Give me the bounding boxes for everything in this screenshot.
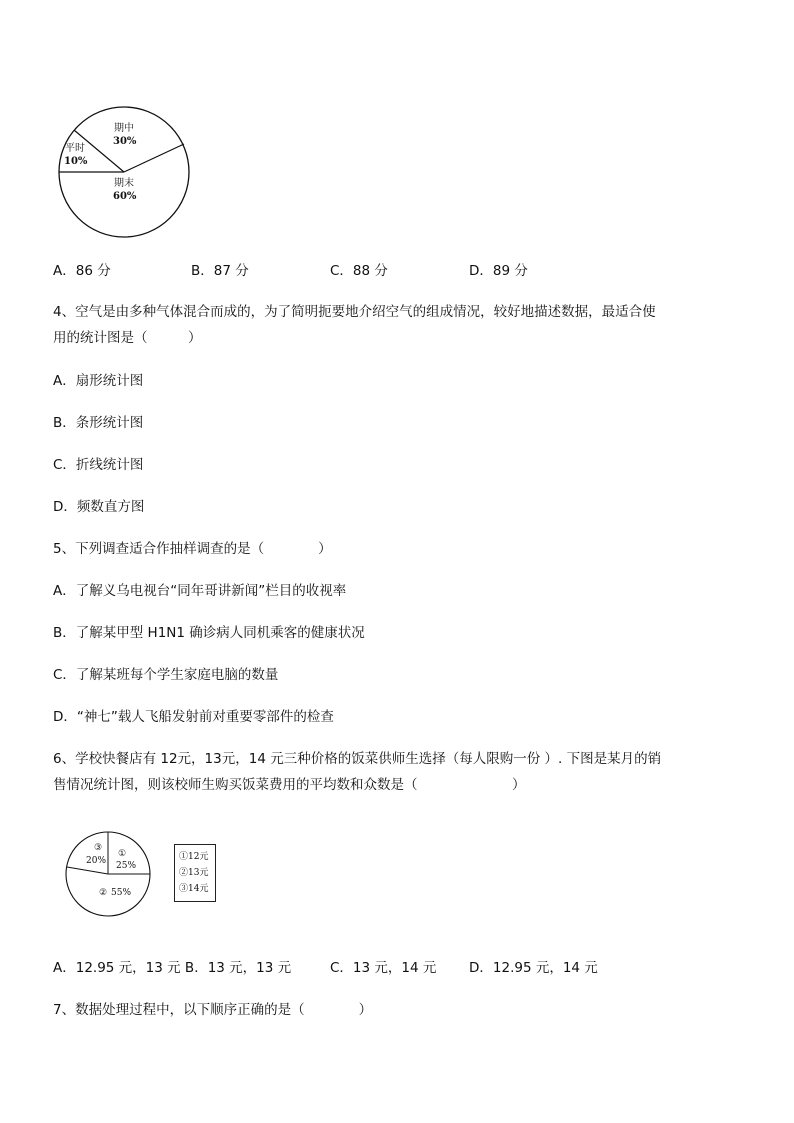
legend-item-14: ③14元 xyxy=(179,884,209,894)
q6-option-c[interactable]: C．13 元，14 元 xyxy=(330,960,437,976)
q5-option-a[interactable]: A．了解义乌电视台“同年哥讲新闻”栏目的收视率 xyxy=(53,583,347,599)
q4-option-b[interactable]: B．条形统计图 xyxy=(53,415,144,431)
q3-option-d[interactable]: D．89 分 xyxy=(469,263,528,279)
pie1-label-qimo: 期末 xyxy=(114,178,134,189)
pie1-label-qizhong: 期中 xyxy=(114,123,134,134)
q6-stem-line2: 售情况统计图，则该校师生购买饭菜费用的平均数和众数是（ ） xyxy=(53,777,526,793)
q4-option-a[interactable]: A．扇形统计图 xyxy=(53,373,144,389)
legend-item-12: ①12元 xyxy=(179,852,209,862)
pie1-value-pingshi: 10% xyxy=(64,156,88,167)
q4-stem-line1: 4、空气是由多种气体混合而成的，为了简明扼要地介绍空气的组成情况，较好地描述数据，最适合使 xyxy=(53,304,656,320)
pie-chart-scores xyxy=(52,100,196,244)
pie2-marker-3: ③ xyxy=(94,843,103,853)
q4-option-c[interactable]: C．折线统计图 xyxy=(53,457,144,473)
pie2-marker-1: ① xyxy=(118,849,127,859)
pie1-value-qizhong: 30% xyxy=(113,136,137,147)
pie2-marker-2: ② xyxy=(99,888,108,898)
pie2-value-1: 25% xyxy=(116,861,137,871)
q3-option-a[interactable]: A．86 分 xyxy=(53,263,111,279)
q4-stem-line2: 用的统计图是（ ） xyxy=(53,330,202,346)
q5-option-b[interactable]: B．了解某甲型 H1N1 确诊病人同机乘客的健康状况 xyxy=(53,625,365,641)
pie2-legend xyxy=(174,844,216,902)
q5-option-c[interactable]: C．了解某班每个学生家庭电脑的数量 xyxy=(53,667,279,683)
q3-option-b[interactable]: B．87 分 xyxy=(191,263,249,279)
q5-option-d[interactable]: D．“神七”载人飞船发射前对重要零部件的检查 xyxy=(53,709,334,725)
q6-option-d[interactable]: D．12.95 元，14 元 xyxy=(469,960,598,976)
pie-chart-meal-sales xyxy=(63,830,157,920)
q6-stem-line1: 6、学校快餐店有 12元，13元，14 元三种价格的饭菜供师生选择（每人限购一份 ）. 下图是某月的销 xyxy=(53,751,662,767)
pie2-value-3: 20% xyxy=(86,856,107,866)
q4-option-d[interactable]: D．频数直方图 xyxy=(53,499,145,515)
pie2-value-2: 55% xyxy=(111,888,132,898)
q6-options-a-b[interactable]: A．12.95 元，13 元 B．13 元，13 元 xyxy=(53,960,292,976)
legend-item-13: ②13元 xyxy=(179,868,209,878)
q5-stem: 5、下列调查适合作抽样调查的是（ ） xyxy=(53,541,332,557)
q3-option-c[interactable]: C．88 分 xyxy=(330,263,388,279)
q7-stem: 7、数据处理过程中，以下顺序正确的是（ ） xyxy=(53,1002,373,1018)
pie1-label-pingshi: 平时 xyxy=(65,143,85,154)
pie1-value-qimo: 60% xyxy=(113,191,137,202)
